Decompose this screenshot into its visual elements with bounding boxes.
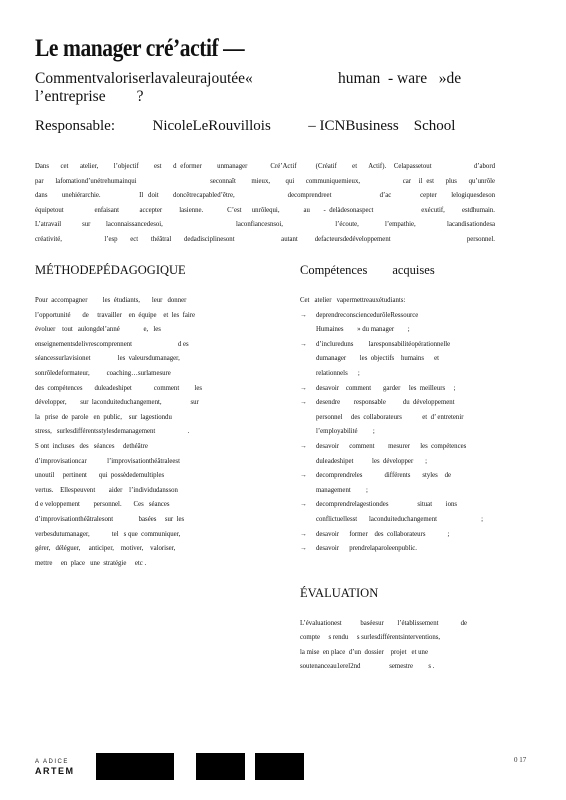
competence-item	[300, 338, 520, 382]
competence-item	[300, 528, 520, 543]
competence-item	[300, 542, 520, 557]
evaluation-line: L’évaluationest baséesur l’établissement de	[300, 619, 467, 627]
competence-item-text: desavoir former des collaborateurs ;	[316, 530, 450, 538]
competences-intro-text: Cet atelier vapermettreauxétudiants:	[300, 297, 406, 304]
methode-line: vertus. Ellespeuvent aider l’individudansson	[35, 486, 178, 494]
methode-line: des compétences duleadeshipet comment les	[35, 384, 203, 392]
competence-item-text: personnel des collaborateurs et d’ entretenir	[316, 413, 464, 421]
methode-line: S ont incluses des séances dethéâtre	[35, 442, 148, 450]
intro-line: équipetout enfaisant accepter lasienne. C’est unrôlequi, au - delàdesonaspect exécutif, estdhumain.	[35, 206, 495, 214]
intro-line: Dans cet atelier, l’objectif est d eformer unmanager Cré’Actif (Créatif et Actif). Celapassetout d’abord	[35, 163, 495, 170]
competence-item	[300, 309, 520, 338]
competences-list	[300, 309, 520, 557]
competence-item-text: Humaines » du manager ;	[316, 326, 410, 334]
competence-item-text: management ;	[316, 486, 368, 494]
methode-line: verbesdutumanager, tel s que communiquer,	[35, 530, 181, 538]
methode-line: la prise de parole en public, sur lagestiondu	[35, 413, 172, 421]
evaluation-line: la mise en place d’un dossier projet et une	[300, 648, 428, 656]
intro-line: par lafomationd’unétrehumainqui seconnaît mieux, qui communiquemieux, car il est plus qu’unrôle	[35, 177, 495, 185]
footer-black-block	[255, 753, 304, 780]
methode-line: d e veloppement personnel. Ces séances	[35, 501, 170, 509]
methode-line: mettre en place une stratégie etc .	[35, 559, 147, 567]
page-title: Le manager cré’actif —	[35, 35, 245, 62]
competence-item-text: duleadeshipet les développer ;	[316, 457, 427, 465]
methode-line: évoluer tout aulongdel’anné e, les	[35, 326, 161, 334]
competence-item	[300, 469, 520, 498]
arrow-right-icon: →	[300, 384, 307, 392]
subtitle-line: Commentvaloriserlavaleurajoutée« human - ware »de	[35, 70, 462, 87]
responsable-text: Responsable: NicoleLeRouvillois – ICNBusiness School	[35, 118, 456, 134]
methode-line: d’improvisationcar l’improvisationthéâtraleest	[35, 457, 180, 465]
competences-section	[300, 262, 520, 675]
competence-item-text: l’employabilité ;	[316, 428, 375, 436]
methode-paragraph	[35, 294, 255, 571]
evaluation-section	[300, 585, 520, 675]
methode-line: séancessurlavisionet les valeursdumanager,	[35, 355, 180, 363]
artem-logo	[35, 758, 85, 777]
methode-line: enseignementsdelivrescomprennent d es	[35, 340, 189, 348]
competence-item-text: d’inclureduns laresponsabilitéopérationnelle	[316, 340, 451, 348]
competences-intro	[300, 294, 520, 309]
logo-small-text: A ADICE	[35, 759, 69, 765]
arrow-right-icon: →	[300, 442, 307, 450]
competences-heading: Compétences acquises	[300, 263, 435, 277]
arrow-right-icon: →	[300, 501, 307, 509]
methode-line: stress, surlesdifférentsstylesdemanagement .	[35, 428, 190, 436]
page-subtitle	[35, 70, 515, 106]
competence-item-text: desavoir comment garder les meilleurs ;	[316, 384, 456, 392]
competence-item-text: relationnels ;	[316, 369, 360, 377]
competence-item-text: desendre responsable du développement	[316, 399, 455, 407]
intro-line: L’atravail sur laconnaissancedesoi, laconfiancesnsoi, l’écoute, l’empathie, lacandisationdesa	[35, 221, 495, 229]
arrow-right-icon: →	[300, 340, 307, 348]
competence-item-text: decomprendreles différents styles de	[316, 472, 452, 480]
competence-item-text: deprendreconsciencedurôleRessource	[316, 311, 419, 319]
methode-line: d’improvisationthéâtralesont basées sur les	[35, 515, 185, 523]
intro-line: créativité, l’esp ect théâtral dedadisciplinesont autant defacteursdedéveloppement personnel.	[35, 235, 495, 243]
responsable-line	[35, 117, 515, 135]
competence-item-text: desavoir prendrelaparoleenpublic.	[316, 545, 417, 553]
competence-item-text: decomprendrelagestiondes situat ions	[316, 501, 458, 509]
arrow-right-icon: →	[300, 472, 307, 480]
arrow-right-icon: →	[300, 311, 307, 319]
competence-item	[300, 440, 520, 469]
competence-item	[300, 498, 520, 527]
footer-black-block	[96, 753, 174, 780]
arrow-right-icon: →	[300, 399, 307, 407]
methode-line: sonrôledeformateur, coaching…surlamesure	[35, 369, 171, 377]
evaluation-line: compte s rendu s surlesdifférentsinterventions,	[300, 634, 441, 642]
arrow-right-icon: →	[300, 530, 307, 538]
footer-black-block	[196, 753, 245, 780]
competence-item-text: conflictuellesst laconduiteduchangement ;	[316, 515, 484, 523]
competence-item-text: desavoir comment mesurer les compétences	[316, 442, 467, 450]
subtitle-line: l’entreprise ?	[35, 88, 144, 105]
arrow-right-icon: →	[300, 545, 307, 553]
evaluation-line: soutenanceau1erel2nd semestre s .	[300, 663, 435, 671]
methode-section	[35, 262, 255, 571]
methode-line: développer, sur laconduiteduchangement, sur	[35, 399, 199, 407]
competence-item	[300, 382, 520, 397]
methode-line: gérer, déléguer, anticiper, motiver, valoriser,	[35, 545, 176, 553]
methode-line: l’opportunité de travailler en équipe et les faire	[35, 311, 196, 319]
methode-heading: MÉTHODEPÉDAGOGIQUE	[35, 263, 186, 277]
evaluation-paragraph	[300, 617, 520, 675]
logo-brand-text: ARTEM	[35, 766, 75, 776]
intro-paragraph	[35, 160, 495, 248]
competence-item-text: dumanager les objectifs humains et	[316, 355, 440, 363]
methode-line: Pour accompagner les étudiants, leur donner	[35, 297, 187, 304]
intro-line: dans unehiérarchie. Il doit doncêtrecapabled’être, decomprendreet d’ac cepter lelogiquesdeson	[35, 192, 495, 200]
evaluation-heading: ÉVALUATION	[300, 585, 379, 600]
competence-item	[300, 396, 520, 440]
methode-line: unoutil pertinent qui possèdedemultiples	[35, 472, 165, 480]
page-number: 0 17	[514, 756, 527, 764]
